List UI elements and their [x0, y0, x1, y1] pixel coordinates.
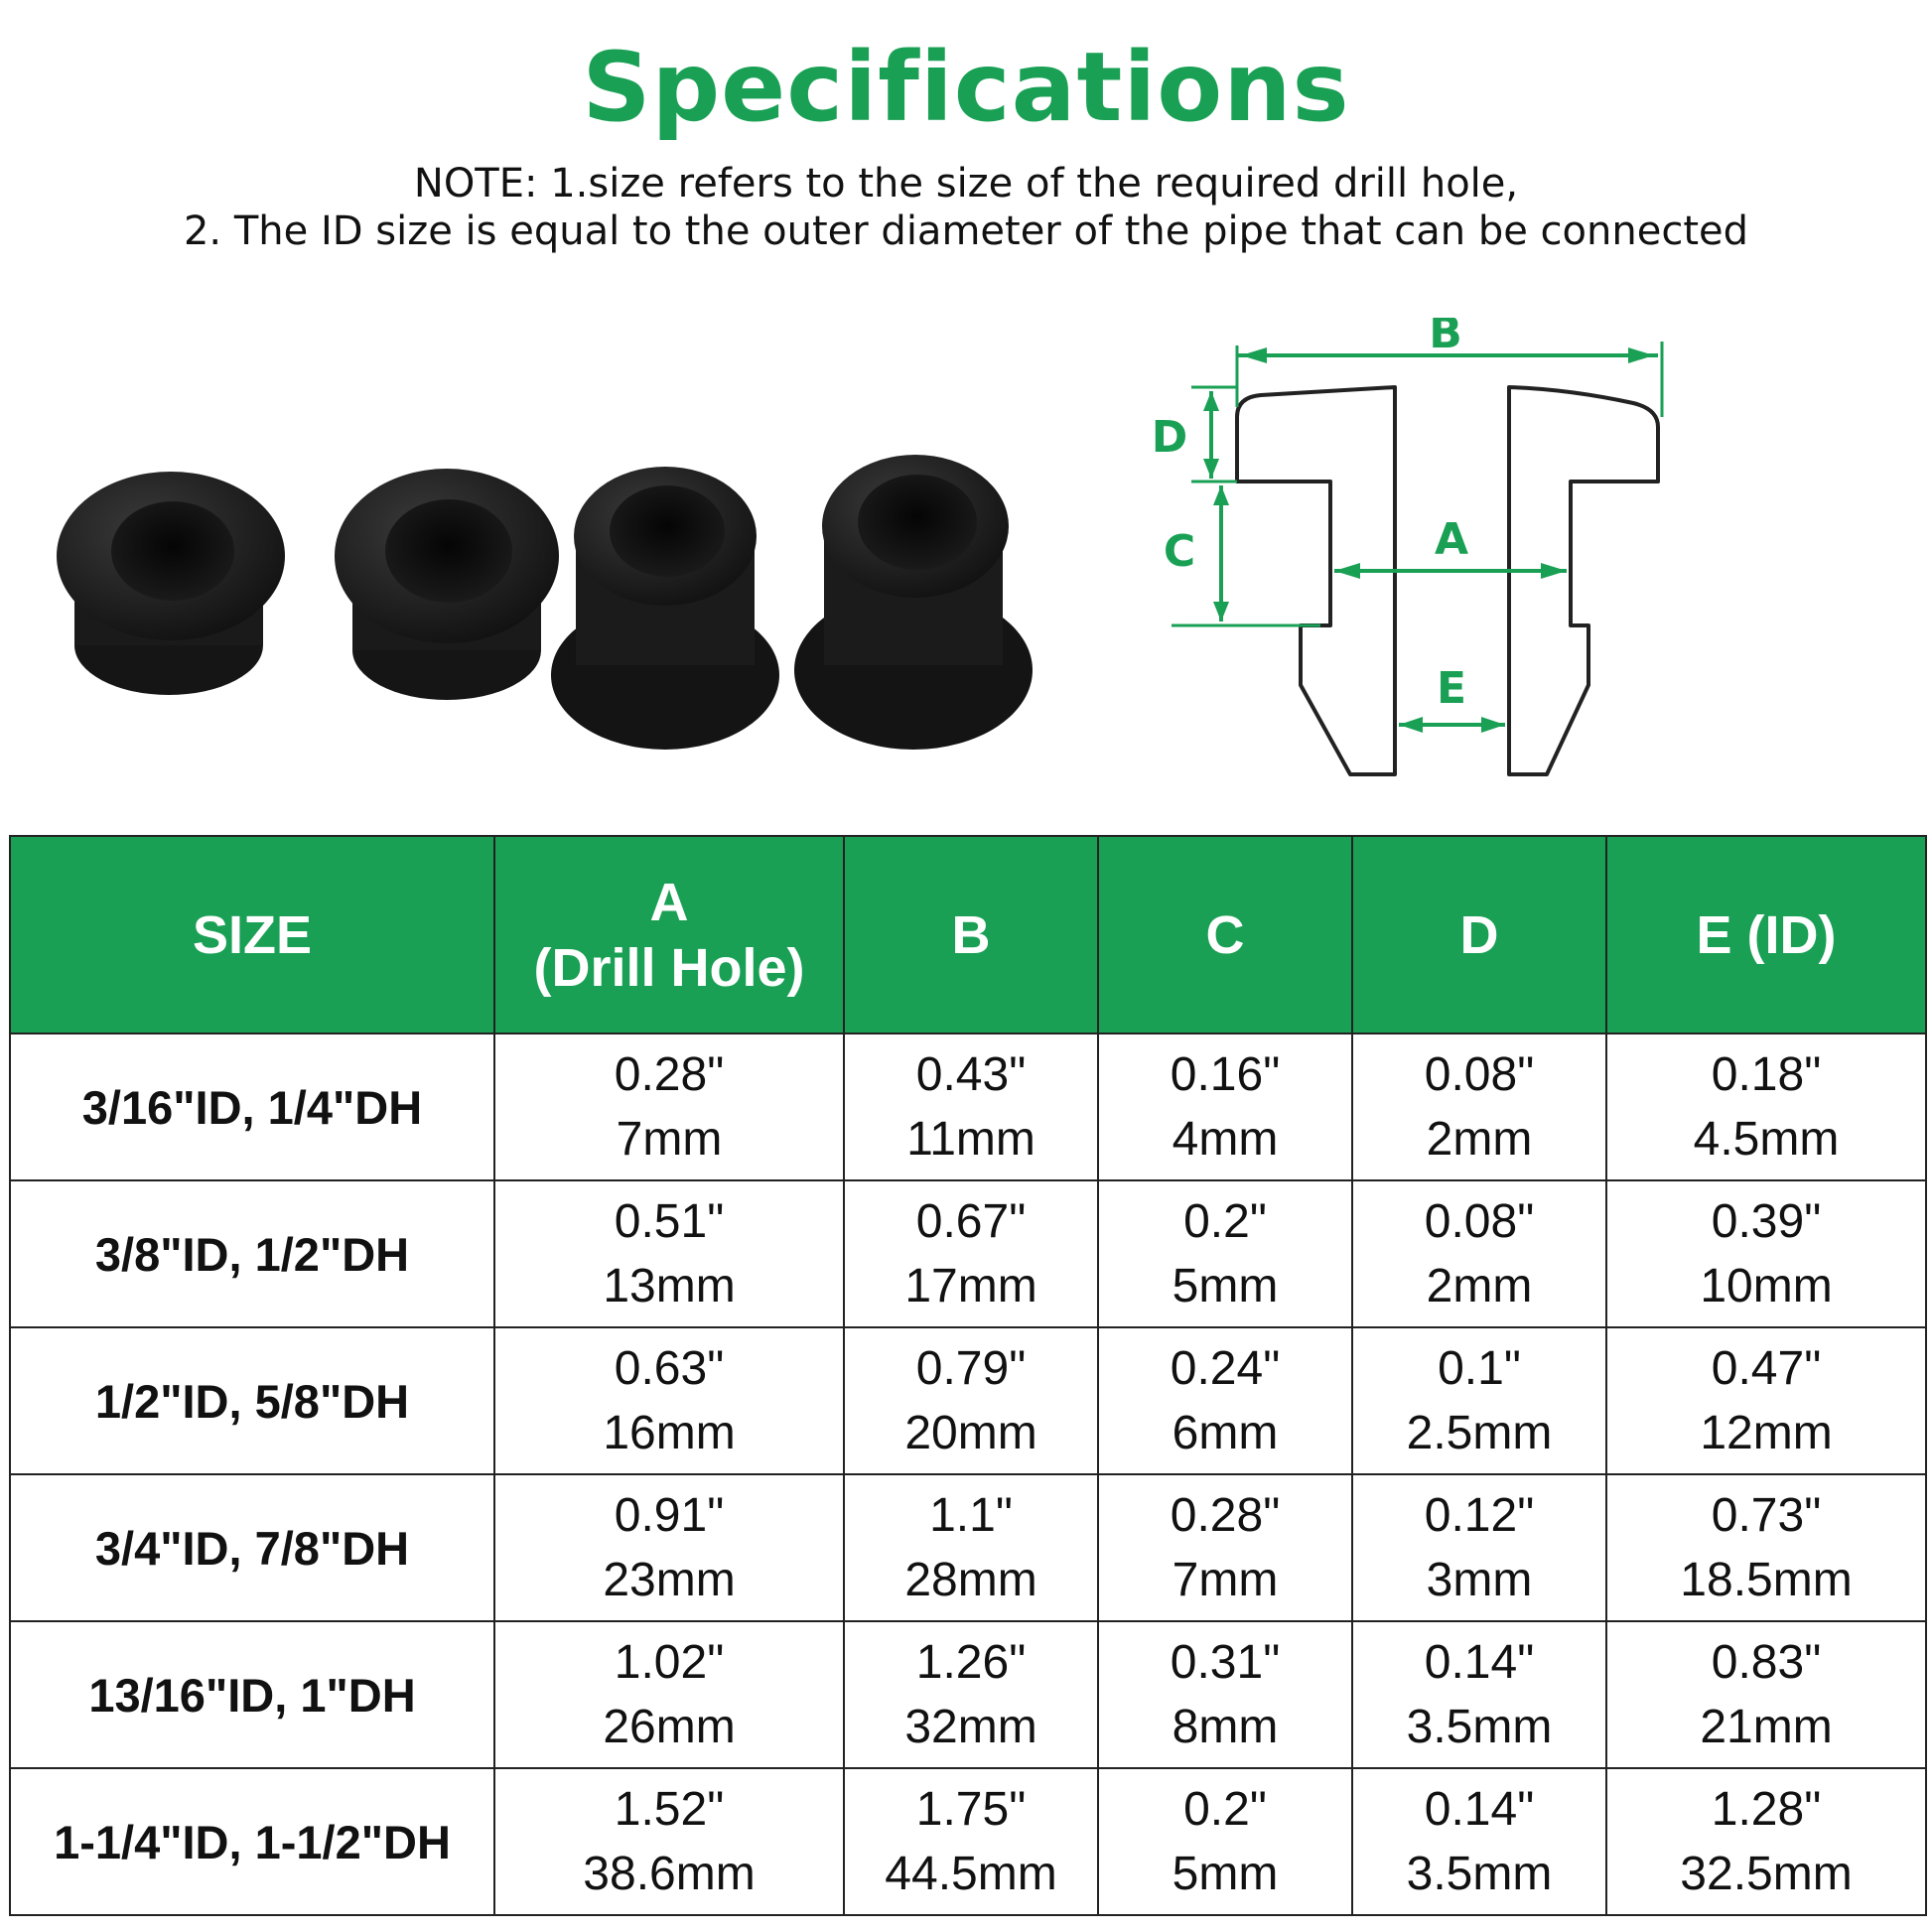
cell-size: 1/2"ID, 5/8"DH — [10, 1327, 494, 1474]
cell-a — [494, 1180, 844, 1327]
cell-size: 1-1/4"ID, 1-1/2"DH — [10, 1768, 494, 1915]
cell-b-in: 0.79" — [915, 1342, 1027, 1395]
cell-a-in: 0.91" — [614, 1489, 725, 1542]
cell-a-mm: 38.6mm — [583, 1848, 756, 1900]
cell-d — [1352, 1180, 1606, 1327]
cell-e — [1606, 1621, 1926, 1768]
cell-a — [494, 1327, 844, 1474]
cell-e-in: 0.18" — [1711, 1048, 1822, 1101]
cell-d-in: 0.08" — [1424, 1195, 1535, 1248]
cell-d-mm: 3.5mm — [1406, 1701, 1553, 1753]
table-header-row — [10, 836, 1926, 1034]
cell-d-mm: 2.5mm — [1406, 1407, 1553, 1459]
cell-d-mm: 2mm — [1426, 1260, 1533, 1312]
cell-c — [1098, 1034, 1352, 1180]
table-row — [10, 1180, 1926, 1327]
cell-d-in: 0.08" — [1424, 1048, 1535, 1101]
cell-b-in: 0.67" — [915, 1195, 1027, 1248]
cell-e-in: 0.83" — [1711, 1636, 1822, 1689]
table-row — [10, 1034, 1926, 1180]
cell-size: 3/16"ID, 1/4"DH — [10, 1034, 494, 1180]
cell-b — [844, 1180, 1098, 1327]
header-a-line1: A — [649, 872, 689, 932]
cell-d — [1352, 1474, 1606, 1621]
cell-b — [844, 1034, 1098, 1180]
cell-c-mm: 5mm — [1172, 1848, 1279, 1900]
cell-b-mm: 28mm — [904, 1554, 1037, 1606]
cell-a-in: 1.52" — [614, 1783, 725, 1836]
label-a: A — [1434, 514, 1469, 565]
cell-e — [1606, 1180, 1926, 1327]
cell-c — [1098, 1327, 1352, 1474]
header-c: C — [1098, 836, 1352, 1034]
label-b: B — [1429, 318, 1462, 358]
cell-b-mm: 11mm — [906, 1113, 1035, 1166]
cell-c-mm: 5mm — [1172, 1260, 1279, 1312]
cell-d — [1352, 1034, 1606, 1180]
cell-c — [1098, 1621, 1352, 1768]
cell-d-mm: 3.5mm — [1406, 1848, 1553, 1900]
cell-e — [1606, 1034, 1926, 1180]
cell-e-mm: 32.5mm — [1680, 1848, 1853, 1900]
profile-left — [1237, 387, 1395, 774]
cell-d-mm: 2mm — [1426, 1113, 1533, 1166]
cell-a-mm: 7mm — [616, 1113, 723, 1166]
cell-c-mm: 8mm — [1172, 1701, 1279, 1753]
cell-a-mm: 13mm — [603, 1260, 736, 1312]
cell-b — [844, 1621, 1098, 1768]
cell-c-mm: 4mm — [1172, 1113, 1279, 1166]
cell-b — [844, 1474, 1098, 1621]
grommet-photo-1 — [57, 472, 285, 695]
cell-a — [494, 1621, 844, 1768]
cell-size: 13/16"ID, 1"DH — [10, 1621, 494, 1768]
cell-c-in: 0.31" — [1170, 1636, 1281, 1689]
grommet-photo-3 — [551, 467, 779, 750]
cell-a-mm: 23mm — [603, 1554, 736, 1606]
cell-e — [1606, 1768, 1926, 1915]
cell-e-in: 0.47" — [1711, 1342, 1822, 1395]
cell-e-mm: 12mm — [1700, 1407, 1833, 1459]
cell-b — [844, 1327, 1098, 1474]
cell-c — [1098, 1474, 1352, 1621]
cell-c-in: 0.16" — [1170, 1048, 1281, 1101]
cell-e-in: 0.39" — [1711, 1195, 1822, 1248]
header-d: D — [1352, 836, 1606, 1034]
cell-d-in: 0.14" — [1424, 1783, 1535, 1836]
table-row — [10, 1327, 1926, 1474]
cell-d-in: 0.14" — [1424, 1636, 1535, 1689]
cell-b-in: 1.75" — [915, 1783, 1027, 1836]
note-line-2: 2. The ID size is equal to the outer diameter of the pipe that can be connected — [183, 208, 1748, 254]
cell-size: 3/8"ID, 1/2"DH — [10, 1180, 494, 1327]
cell-a-mm: 26mm — [603, 1701, 736, 1753]
cell-c-in: 0.24" — [1170, 1342, 1281, 1395]
cell-c-mm: 7mm — [1172, 1554, 1279, 1606]
header-a-line2: (Drill Hole) — [533, 937, 805, 998]
header-b: B — [844, 836, 1098, 1034]
label-e: E — [1436, 663, 1467, 714]
cell-e-in: 0.73" — [1711, 1489, 1822, 1542]
cell-d — [1352, 1327, 1606, 1474]
cell-e — [1606, 1474, 1926, 1621]
cell-d-mm: 3mm — [1426, 1554, 1533, 1606]
header-size: SIZE — [10, 836, 494, 1034]
header-e: E (ID) — [1606, 836, 1926, 1034]
profile-right — [1509, 387, 1658, 774]
cell-b-in: 1.26" — [915, 1636, 1027, 1689]
cell-b-mm: 17mm — [904, 1260, 1037, 1312]
cell-c-in: 0.2" — [1183, 1783, 1267, 1836]
cell-c — [1098, 1180, 1352, 1327]
table-row — [10, 1621, 1926, 1768]
label-d: D — [1151, 412, 1188, 463]
grommet-photo-4 — [794, 455, 1033, 750]
table-row — [10, 1474, 1926, 1621]
cell-e-in: 1.28" — [1711, 1783, 1822, 1836]
cell-c-in: 0.2" — [1183, 1195, 1267, 1248]
cell-c — [1098, 1768, 1352, 1915]
spec-table — [9, 835, 1927, 1916]
product-photos — [40, 427, 1092, 774]
cell-e — [1606, 1327, 1926, 1474]
cell-c-mm: 6mm — [1172, 1407, 1279, 1459]
cell-e-mm: 10mm — [1700, 1260, 1833, 1312]
cell-size: 3/4"ID, 7/8"DH — [10, 1474, 494, 1621]
cell-e-mm: 4.5mm — [1693, 1113, 1840, 1166]
cell-a-in: 1.02" — [614, 1636, 725, 1689]
cell-d — [1352, 1621, 1606, 1768]
note-line-1: NOTE: 1.size refers to the size of the required drill hole, — [413, 161, 1519, 207]
cell-a — [494, 1768, 844, 1915]
label-c: C — [1163, 526, 1196, 577]
cell-b — [844, 1768, 1098, 1915]
cell-d-in: 0.1" — [1438, 1342, 1521, 1395]
header-a — [494, 836, 844, 1034]
cell-d-in: 0.12" — [1424, 1489, 1535, 1542]
page-title: Specifications — [582, 32, 1350, 143]
cell-a-mm: 16mm — [603, 1407, 736, 1459]
cell-e-mm: 18.5mm — [1680, 1554, 1853, 1606]
cell-d — [1352, 1768, 1606, 1915]
cell-b-mm: 32mm — [904, 1701, 1037, 1753]
cell-a-in: 0.28" — [614, 1048, 725, 1101]
cell-b-in: 0.43" — [915, 1048, 1027, 1101]
dimension-diagram — [1142, 318, 1698, 794]
cell-a — [494, 1474, 844, 1621]
cell-a — [494, 1034, 844, 1180]
cell-a-in: 0.63" — [614, 1342, 725, 1395]
cell-b-mm: 44.5mm — [885, 1848, 1057, 1900]
cell-c-in: 0.28" — [1170, 1489, 1281, 1542]
table-row — [10, 1768, 1926, 1915]
cell-a-in: 0.51" — [614, 1195, 725, 1248]
cell-b-in: 1.1" — [929, 1489, 1013, 1542]
cell-e-mm: 21mm — [1700, 1701, 1833, 1753]
grommet-photo-2 — [335, 469, 559, 700]
cell-b-mm: 20mm — [904, 1407, 1037, 1459]
